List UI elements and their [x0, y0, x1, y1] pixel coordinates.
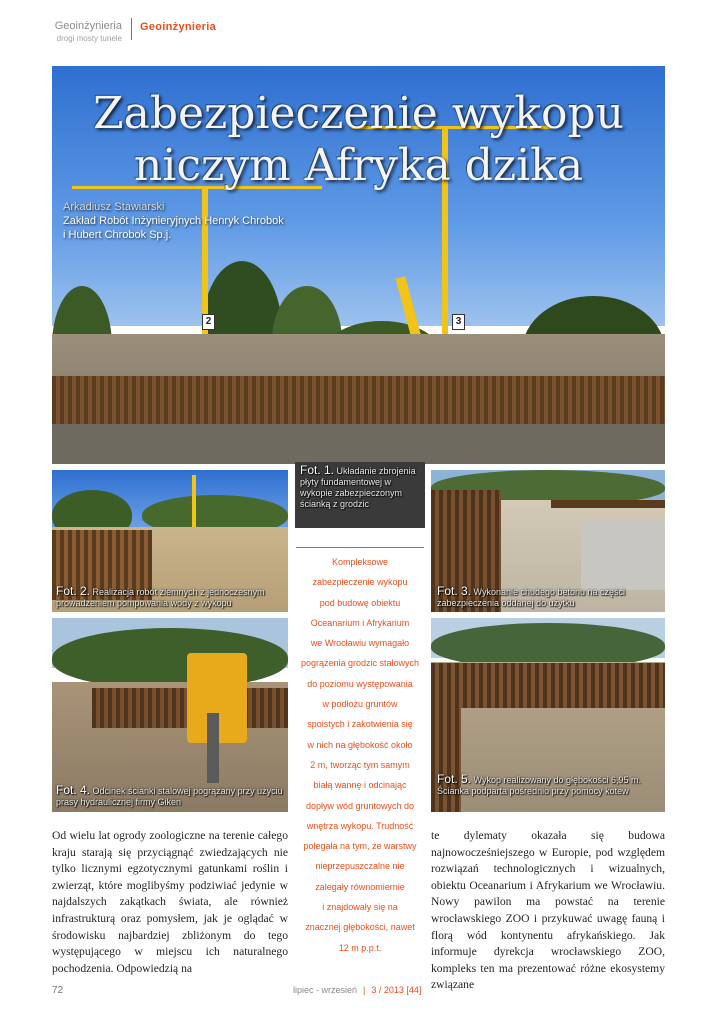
caption-fot-2 — [56, 586, 284, 609]
pullquote-line: spoistych i zakotwienia się — [307, 719, 413, 730]
category-label: Geoinżynieria — [140, 21, 217, 33]
pullquote-line: wnętrza wykopu. Trudność — [306, 820, 414, 831]
title-line-1: Zabezpieczenie wykopu — [93, 88, 624, 139]
caption-fot-1 — [300, 465, 422, 510]
title-line-2: niczym Afryka dzika — [133, 140, 584, 191]
pullquote-line: nieprzepuszczalne nie — [315, 861, 405, 872]
issue-months: lipiec - wrzesień — [293, 985, 358, 995]
caption-label-4: Fot. 4. — [56, 783, 91, 797]
caption-text-1: Układanie zbrojenia płyty fundamentowej w wykopie zabezpieczonym ścianką z grodzic — [300, 466, 416, 509]
pullquote-line: w nich na głębokość około — [307, 739, 413, 750]
pullquote-line: zalegały równomiernie — [315, 881, 405, 892]
caption-text-3: Wykonanie chudego betonu na części zabezpieczenia oddanej do użytku — [437, 587, 626, 608]
caption-fot-4 — [56, 785, 284, 808]
pullquote-line: pod budowę obiektu — [319, 597, 401, 608]
pullquote-line: do poziomu występowania — [307, 678, 413, 689]
pullquote-line: znacznej głębokości, nawet — [305, 922, 415, 933]
photo-marker-2: 2 — [202, 314, 215, 330]
photo-marker-3: 3 — [452, 314, 465, 330]
section-name: Geoinżynieria — [54, 20, 122, 32]
article-title — [52, 88, 665, 192]
caption-text-4: Odcinek ścianki stalowej pogrążany przy użyciu prasy hydraulicznej firmy Giken — [56, 786, 283, 807]
pullquote-line: Oceanarium i Afrykarium — [310, 617, 410, 628]
pullquote-line: 2 m, tworząc tym samym — [310, 759, 410, 770]
author-affiliation-1: Zakład Robót Inżynieryjnych Henryk Chrobok — [63, 215, 284, 227]
footer-separator: | — [363, 985, 366, 995]
body-text-right: te dylematy okazała się budowa najnowocześniejszego w Europie, pod względem rozwiązań technologicznych i wizualnych, obiektu Oceanarium i Afrykarium we Wrocławiu. Nowy pawilon ma powstać na terenie wrocławskiego ZOO i przykuwać uwagę fauną i florą wód kontynentu afrykańskiego. Jak informuje dyrekcja wrocławskiego ZOO, kompleks ten ma prezentować różne ekosystemy związane — [431, 829, 665, 992]
pullquote-line: zabezpieczenie wykopu — [312, 577, 408, 588]
section-header — [52, 20, 122, 44]
pullquote-line: polegała na tym, że warstwy — [303, 841, 417, 852]
caption-text-5: Wykop realizowany do głębokości 6,95 m. Ścianka podparta pośrednio przy pomocy kotew — [437, 775, 642, 796]
caption-label-2: Fot. 2. — [56, 584, 91, 598]
pullquote — [296, 552, 424, 958]
author-name: Arkadiusz Stawiarski — [63, 201, 165, 213]
caption-label-5: Fot. 5. — [437, 772, 472, 786]
header-divider — [131, 18, 132, 40]
pullquote-line: dopływ wód gruntowych do — [305, 800, 415, 811]
pullquote-line: w podłożu gruntów — [322, 699, 398, 710]
pullquote-line: 12 m p.p.t. — [338, 942, 382, 953]
caption-fot-5 — [437, 774, 661, 797]
pullquote-line: pogrążenia grodzic stalowych — [300, 658, 420, 669]
author-affiliation-2: i Hubert Chrobok Sp.j. — [63, 229, 172, 241]
page-number: 72 — [52, 985, 64, 996]
pullquote-line: Kompleksowe — [331, 557, 389, 567]
body-text-left: Od wielu lat ogrody zoologiczne na terenie całego kraju starają się przyciągnąć zwiedzających nie tylko licznymi egzotycznymi gatunkami roślin i zwierząt, które moglibyśmy podziwiać jedynie w najdalszych zakątkach świata, ale również infrastrukturą oraz pomysłem, jak je oglądać w środowisku najbardziej zbliżonym do tego występującego w miejscu ich naturalnego pochodzenia. Odpowiedzią na — [52, 829, 288, 975]
section-subtitle: drogi mosty tunele — [56, 34, 122, 43]
caption-label-3: Fot. 3. — [437, 584, 472, 598]
pullquote-top-rule — [296, 547, 424, 548]
issue-info — [293, 985, 421, 995]
issue-number: 3 / 2013 [44] — [371, 985, 422, 995]
caption-text-2: Realizacja robót ziemnych z jednoczesnym prowadzeniem pompowania wody z wykopu — [56, 587, 265, 608]
pullquote-line: we Wrocławiu wymagało — [310, 638, 410, 649]
caption-label-1: Fot. 1. — [300, 463, 335, 477]
author-block — [63, 200, 284, 242]
pullquote-line: i znajdowały się na — [322, 902, 398, 913]
pullquote-line: białą wannę i odcinając — [313, 780, 407, 791]
caption-fot-3 — [437, 586, 661, 609]
